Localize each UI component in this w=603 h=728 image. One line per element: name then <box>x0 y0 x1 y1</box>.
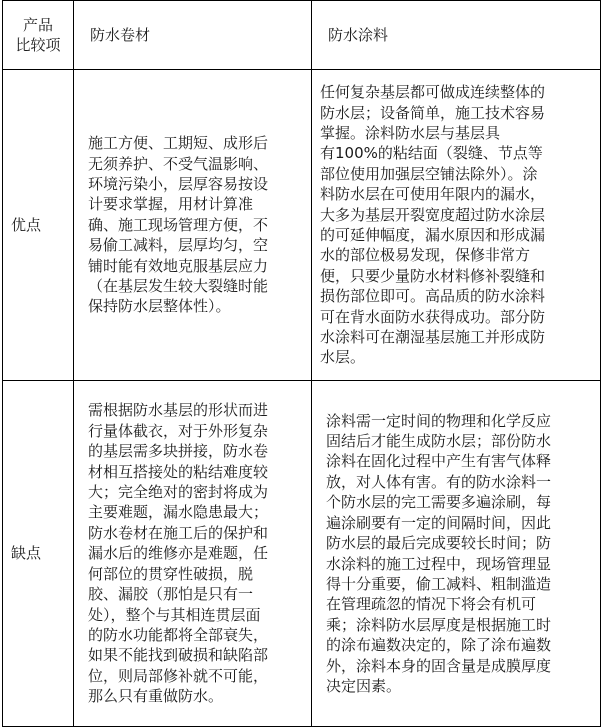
coating-advantages-cell <box>312 70 601 381</box>
coating-advantages-text: 任何复杂基层都可做成连续整体的 防水层；设备简单，施工技术容易 掌握。涂料防水层与基层具 有100%的粘结面（裂缝、节点等 部位使用加强层空铺法除外）。涂 料防水层在可使用年限内的漏水， 大多为基层开裂宽度超过防水涂层 的可延伸幅度，漏水原因和形成漏 水的部位极易发现，保修非常方 便，只要少量防水材料修补裂缝和 损伤部位即可。高品质的防水涂料 可在背水面防水获得成功。部分防 水涂料可在潮湿基层施工并形成防 水层。 <box>320 83 546 367</box>
membrane-disadvantages-cell <box>74 381 312 727</box>
table-row <box>3 381 601 727</box>
disadvantages-label-cell <box>3 381 74 727</box>
comparison-table <box>2 0 601 727</box>
coating-header-cell <box>312 1 601 70</box>
membrane-header-text: 防水卷材 <box>90 25 151 44</box>
header-row <box>3 1 601 70</box>
table-row <box>3 70 601 381</box>
corner-header-text: 产品 比较项 <box>15 15 61 54</box>
advantages-label: 优点 <box>11 215 42 234</box>
corner-header-cell <box>3 1 74 70</box>
advantages-label-cell <box>3 70 74 381</box>
disadvantages-label: 缺点 <box>11 544 42 563</box>
coating-header-text: 防水涂料 <box>328 25 389 44</box>
membrane-disadvantages-text: 需根据防水基层的形状而进 行量体截衣，对于外形复杂 的基层需多块拼接，防水卷 材相互搭接处的粘结难度较 大；完全绝对的密封将成为 主要难题，漏水隐患最大； 防水卷材在施工后的保护和 漏水后的维修亦是难题，任 何部位的贯穿性破损，脱 胶、漏胶（那怕是只有一 处），整个与其相连贯层面 的防水功能都将全部衰失， 如果不能找到破损和缺陷部 位，则局部修补就不可能， 那么只有重做防水。 <box>88 401 269 706</box>
coating-disadvantages-text: 涂料需一定时间的物理和化学反应 固结后才能生成防水层；部份防水 涂料在固化过程中产生有害气体释 放，对人体有害。有的防水涂料一 个防水层的完工需要多遍涂刷，每 遍涂刷要有一定的间隔时间，因此 防水层的最后完成要较长时间；防 水涂料的施工过程中，现场管理显 得十分重要，偷工减料、粗制滥造 在管理疏忽的情况下将会有机可 乘；涂料防水层厚度是根据施工时 的涂布遍数决定的，除了涂布遍数 外，涂料本身的固含量是成膜厚度 决定因素。 <box>326 411 552 695</box>
coating-disadvantages-cell <box>312 381 601 727</box>
membrane-advantages-text: 施工方便、工期短、成形后 无须养护、不受气温影响、 环境污染小，层厚容易按设 计要求掌握，用材计算准 确、施工现场管理方便，不 易偷工减料，层厚均匀，空 铺时能有效地克服基层应力 （在基层发生较大裂缝时能 保持防水层整体性）。 <box>88 134 269 316</box>
membrane-header-cell <box>74 1 312 70</box>
membrane-advantages-cell <box>74 70 312 381</box>
